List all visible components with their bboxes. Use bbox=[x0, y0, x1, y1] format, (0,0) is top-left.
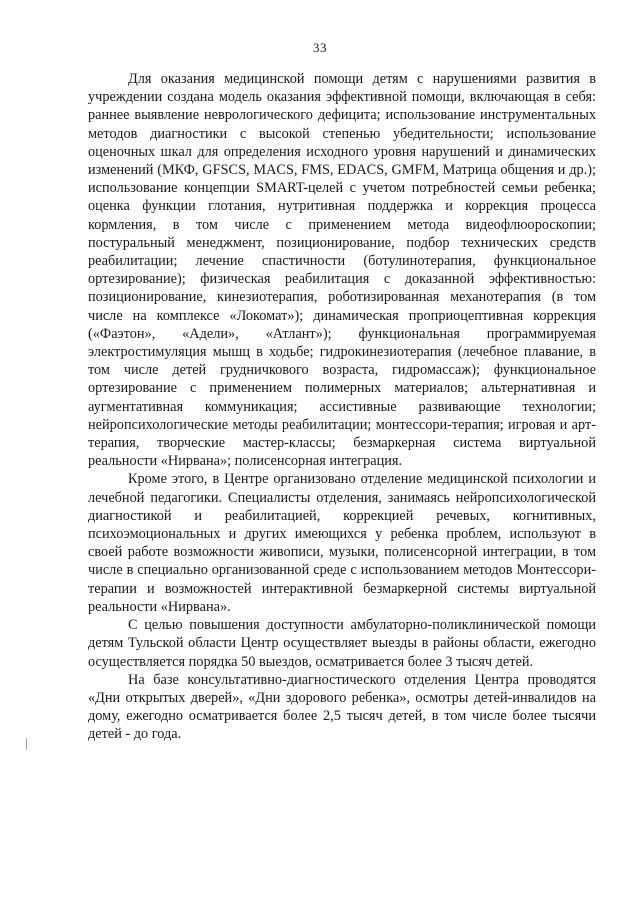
paragraph-open-days: На базе консультативно-диагностического отделения Центра проводятся «Дни открытых дверей», «Дни здорового ребенка», осмотры детей-инвалидов на дому, ежегодно осматривается более 2,5 тысяч детей, в том числе более тысячи детей - до года. bbox=[88, 671, 596, 743]
paragraph-psychology-department: Кроме этого, в Центре организовано отделение медицинской психологии и лечебной педагогики. Специалисты отделения, занимаясь нейропсихологической диагностикой и реабилитацией, коррекцией речевых, когнитивных, психоэмоциональных и других имеющихся у ребенка проблем, используют в своей работе возможности живописи, музыки, полисенсорной интеграции, в том числе в специально организованной среде с использованием методов Монтессори-терапии и возможностей интерактивной безмаркерной системы виртуальной реальности «Нирвана». bbox=[88, 471, 596, 615]
scan-artifact-mark bbox=[26, 738, 27, 750]
paragraph-care-model: Для оказания медицинской помощи детям с нарушениями развития в учреждении создана модель оказания эффективной помощи, включающая в себя: раннее выявление неврологического дефицита; использование инструментальных методов диагностики с высокой степенью убедительности; использование оценочных шкал для определения исходного уровня нарушений и динамических изменений (МКФ, GFSCS, MACS, FMS, EDACS, GMFM, Матрица общения и др.); использование концепции SMART-целей с учетом потребностей семьи ребенка; оценка функции глотания, нутритивная поддержка и коррекция процесса кормления, в том числе с применением метода видеофлюороскопии; постуральный менеджмент, позиционирование, подбор технических средств реабилитации; лечение спастичности (ботулинотерапия, функциональное ортезирование); физическая реабилитация с доказанной эффективностью: позиционирование, кинезиотерапия, роботизированная механотерапия (в том числе на комплексе «Локомат»); динамическая проприоцептивная коррекция («Фаэтон», «Адели», «Атлант»); функциональная программируемая электростимуляция мышц в ходьбе; гидрокинезиотерапия (лечебное плавание, в том числе детей грудничкового возраста, гидромассаж); функциональное ортезирование с применением полимерных материалов; альтернативная и аугментативная коммуникация; ассистивные развивающие технологии; нейропсихологические методы реабилитации; монтессори-терапия; игровая и арт-терапия, творческие мастер-классы; безмаркерная система виртуальной реальности «Нирвана»; полисенсорная интеграция. bbox=[88, 71, 596, 470]
paragraph-outreach-visits: С целью повышения доступности амбулаторно-поликлинической помощи детям Тульской области Центр осуществляет выезды в районы области, ежегодно осуществляется порядка 50 выездов, осматривается более 3 тысяч детей. bbox=[88, 617, 596, 670]
body-text bbox=[88, 70, 596, 744]
page-number: 33 bbox=[313, 40, 327, 55]
